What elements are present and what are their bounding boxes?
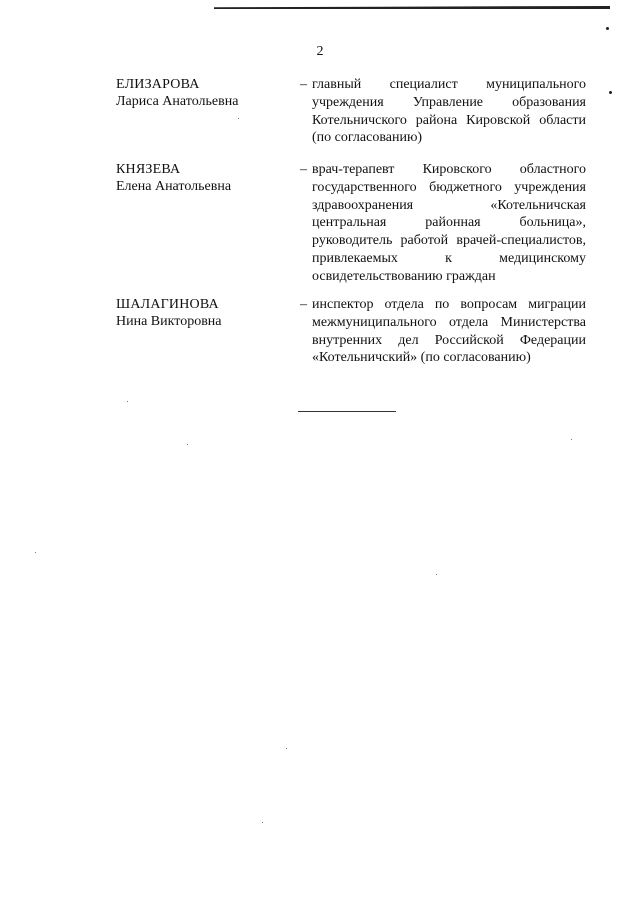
entry-dash: –: [300, 77, 307, 92]
member-surname: ШАЛАГИНОВА: [116, 297, 219, 312]
entry-dash: –: [300, 297, 307, 312]
scan-speck: [127, 401, 128, 402]
member-surname: КНЯЗЕВА: [116, 162, 181, 177]
scan-speck: [187, 444, 188, 445]
entry-dash: –: [300, 162, 307, 177]
member-given-names: Елена Анатольевна: [116, 179, 232, 194]
member-position: инспектор отдела по вопросам миграции межмуниципального отдела Министерства внутренних дел Российской Федерации «Котельничский» (по согласованию): [312, 297, 586, 366]
scan-top-line: [214, 6, 610, 9]
scan-speck: [35, 552, 36, 553]
page-number: 2: [316, 44, 324, 59]
scan-dot: [609, 91, 612, 94]
scan-speck: [436, 574, 437, 575]
member-given-names: Лариса Анатольевна: [116, 94, 239, 109]
scan-speck: [262, 822, 263, 823]
scan-speck: [238, 118, 239, 119]
scan-speck: [571, 439, 572, 440]
scan-dot: [606, 27, 609, 30]
member-surname: ЕЛИЗАРОВА: [116, 77, 200, 92]
member-given-names: Нина Викторовна: [116, 314, 222, 329]
member-name: [116, 76, 296, 110]
scan-speck: [286, 748, 287, 749]
member-name: [116, 296, 296, 330]
member-name: [116, 161, 296, 195]
member-position: главный специалист муниципального учреждения Управление образования Котельничского района Кировской области (по согласованию): [312, 77, 586, 146]
member-position: врач-терапевт Кировского областного государственного бюджетного учреждения здравоохранения «Котельничская центральная районная больница», руководитель работой врачей-специалистов, привлекаемых к медицинскому освидетельствованию граждан: [312, 162, 586, 284]
end-of-list-line: [298, 411, 396, 412]
